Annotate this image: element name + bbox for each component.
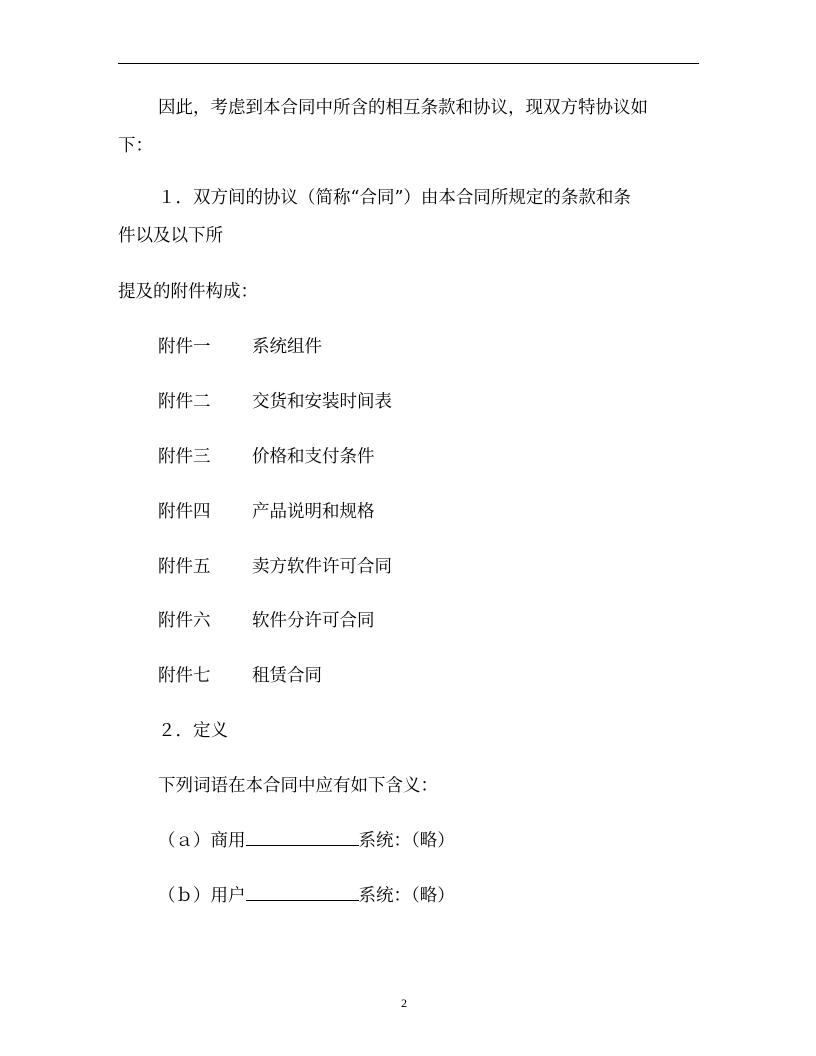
- clause-2-intro: 下列词语在本合同中应有如下含义：: [158, 776, 438, 796]
- clause-2-title: ２．定义: [158, 721, 228, 741]
- attachment-label: 附件三: [158, 447, 211, 467]
- attachment-label: 附件五: [158, 557, 211, 577]
- attachment-desc: 租赁合同: [252, 666, 322, 686]
- definition-b: [158, 886, 455, 906]
- definition-suffix: 系统：（略）: [358, 886, 455, 906]
- attachment-label: 附件一: [158, 337, 211, 357]
- attachment-desc: 卖方软件许可合同: [252, 557, 392, 577]
- attachment-label: 附件六: [158, 611, 211, 631]
- attachment-label: 附件四: [158, 502, 211, 522]
- attachment-desc: 系统组件: [252, 337, 322, 357]
- attachment-desc: 交货和安装时间表: [252, 392, 392, 412]
- attachment-desc: 软件分许可合同: [252, 611, 375, 631]
- header-rule: [118, 63, 699, 64]
- definition-suffix: 系统：（略）: [358, 831, 455, 851]
- definition-a: [158, 831, 455, 851]
- definition-prefix: （ａ）商用: [158, 831, 246, 851]
- intro-line-2: 下：: [118, 136, 153, 156]
- page-number: 2: [401, 996, 407, 1010]
- attachment-desc: 价格和支付条件: [252, 447, 375, 467]
- fill-in-blank: [246, 831, 359, 846]
- intro-line-1: 因此，考虑到本合同中所含的相互条款和协议，现双方特协议如: [158, 98, 648, 118]
- attachment-label: 附件七: [158, 666, 211, 686]
- attachment-label: 附件二: [158, 392, 211, 412]
- fill-in-blank: [246, 886, 359, 901]
- clause-1-line-1: １．双方间的协议（简称“合同”）由本合同所规定的条款和条: [158, 188, 631, 208]
- clause-1-line-2: 件以及以下所: [118, 226, 223, 246]
- clause-1-line-3: 提及的附件构成：: [118, 282, 258, 302]
- definition-prefix: （ｂ）用户: [158, 886, 246, 906]
- attachment-desc: 产品说明和规格: [252, 502, 375, 522]
